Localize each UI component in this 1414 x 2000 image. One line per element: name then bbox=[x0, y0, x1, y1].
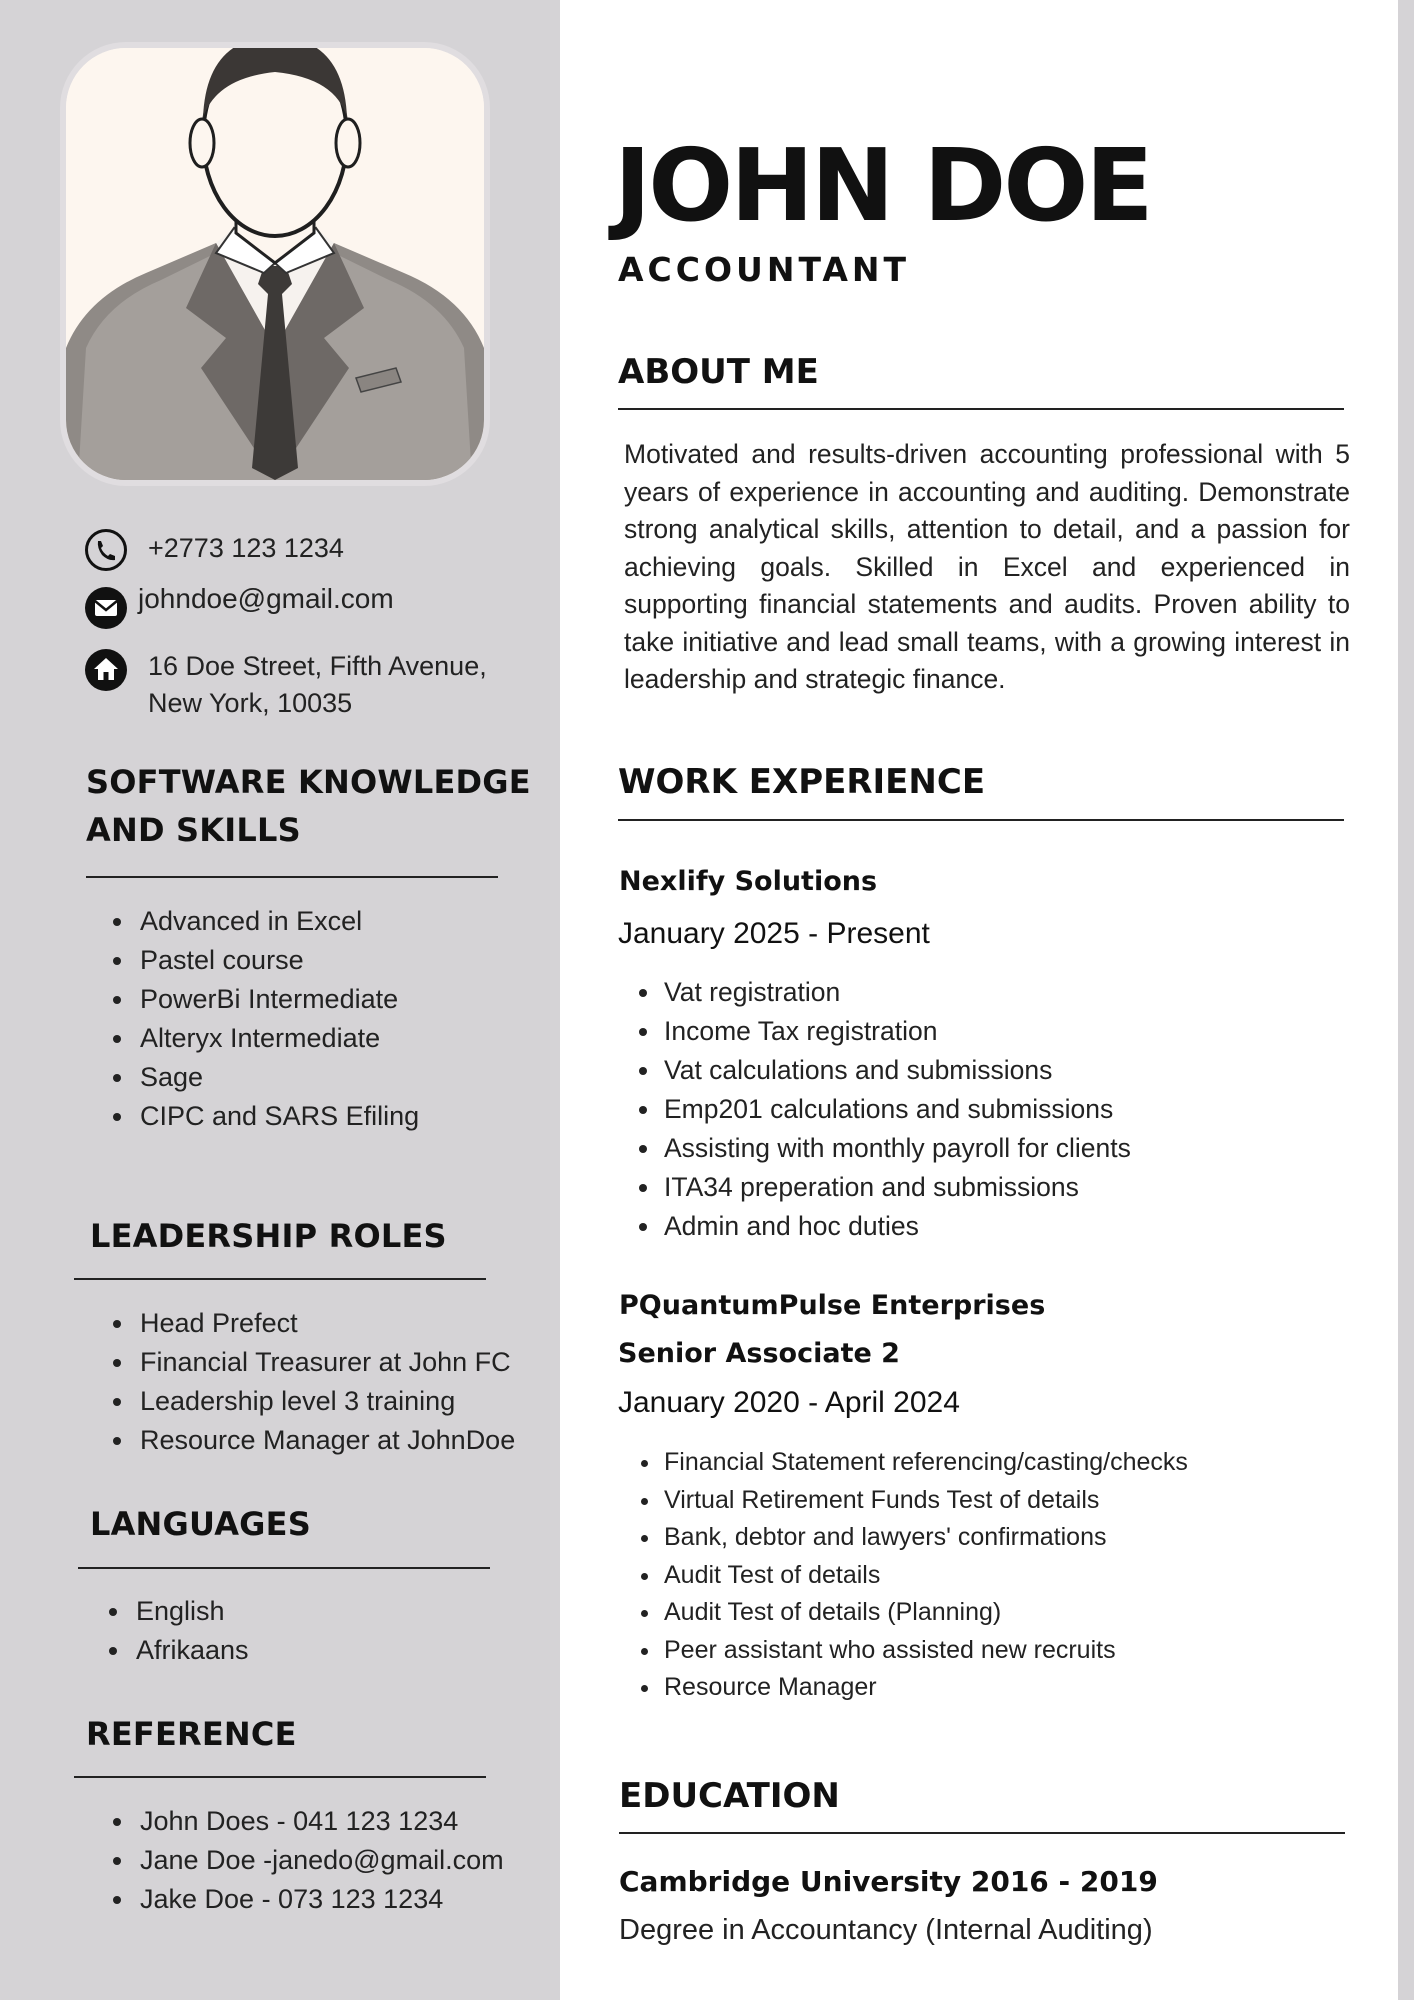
list-item: • Admin and hoc duties bbox=[662, 1207, 1131, 1246]
list-item: • Financial Statement referencing/casting/checks bbox=[662, 1444, 1188, 1482]
languages-list bbox=[98, 1592, 249, 1670]
job-2-period: January 2020 - April 2024 bbox=[618, 1386, 960, 1419]
reference-list bbox=[102, 1802, 504, 1919]
work-divider bbox=[618, 819, 1344, 821]
job-1-company: Nexlify Solutions bbox=[619, 866, 878, 897]
job-title: ACCOUNTANT bbox=[618, 250, 911, 289]
list-item: • Head Prefect bbox=[136, 1304, 515, 1343]
education-degree: Degree in Accountancy (Internal Auditing) bbox=[619, 1914, 1153, 1946]
list-item: • Vat registration bbox=[662, 973, 1131, 1012]
list-item: • Sage bbox=[136, 1058, 419, 1097]
list-item: • CIPC and SARS Efiling bbox=[136, 1097, 419, 1136]
skills-heading-line-1: SOFTWARE KNOWLEDGE bbox=[86, 763, 531, 801]
list-item: • Assisting with monthly payroll for clients bbox=[662, 1129, 1131, 1168]
list-item: • Jake Doe - 073 123 1234 bbox=[136, 1880, 504, 1919]
address-line-1: 16 Doe Street, Fifth Avenue, bbox=[148, 651, 487, 681]
list-item: • Income Tax registration bbox=[662, 1012, 1131, 1051]
job-2-company: PQuantumPulse Enterprises bbox=[619, 1290, 1046, 1321]
work-heading: WORK EXPERIENCE bbox=[618, 762, 986, 802]
list-item: • Financial Treasurer at John FC bbox=[136, 1343, 515, 1382]
contact-address bbox=[84, 648, 487, 722]
about-heading: ABOUT ME bbox=[618, 352, 819, 392]
list-item: • Leadership level 3 training bbox=[136, 1382, 515, 1421]
education-divider bbox=[619, 1832, 1345, 1834]
skills-heading bbox=[86, 758, 531, 854]
list-item: • John Does - 041 123 1234 bbox=[136, 1802, 504, 1841]
job-2-duties bbox=[628, 1444, 1188, 1707]
leadership-divider bbox=[74, 1278, 486, 1280]
job-1-period: January 2025 - Present bbox=[618, 917, 930, 950]
list-item[interactable]: • Jane Doe -janedo@gmail.com bbox=[136, 1841, 504, 1880]
job-2-position: Senior Associate 2 bbox=[618, 1338, 900, 1369]
list-item: • English bbox=[132, 1592, 249, 1631]
skills-list bbox=[102, 902, 419, 1136]
languages-divider bbox=[78, 1567, 490, 1569]
list-item: • Vat calculations and submissions bbox=[662, 1051, 1131, 1090]
list-item: • Advanced in Excel bbox=[136, 902, 419, 941]
job-1-duties bbox=[628, 973, 1131, 1246]
email-text[interactable]: johndoe@gmail.com bbox=[138, 583, 394, 614]
list-item: • Audit Test of details bbox=[662, 1557, 1188, 1595]
list-item: • Emp201 calculations and submissions bbox=[662, 1090, 1131, 1129]
list-item: • Afrikaans bbox=[132, 1631, 249, 1670]
phone-text[interactable]: +2773 123 1234 bbox=[148, 533, 344, 563]
contact-email[interactable] bbox=[84, 583, 394, 630]
languages-heading: LANGUAGES bbox=[90, 1505, 311, 1543]
reference-divider bbox=[74, 1776, 486, 1778]
list-item: • Alteryx Intermediate bbox=[136, 1019, 419, 1058]
list-item: • Resource Manager at JohnDoe bbox=[136, 1421, 515, 1460]
address-line-2: New York, 10035 bbox=[148, 688, 353, 718]
profile-photo bbox=[66, 48, 484, 480]
about-text: Motivated and results-driven accounting professional with 5 years of experience in accounting and auditing. Demonstrate strong analytical skills, attention to detail, and a passion for achieving goals. Skilled in Excel and experienced in supporting financial statements and audits. Proven ability to take initiative and lead small teams, with a growing interest in leadership and strategic finance. bbox=[624, 439, 1350, 694]
education-institution: Cambridge University 2016 - 2019 bbox=[619, 1865, 1158, 1898]
list-item: • Bank, debtor and lawyers' confirmations bbox=[662, 1519, 1188, 1557]
leadership-heading: LEADERSHIP ROLES bbox=[90, 1217, 447, 1255]
reference-heading: REFERENCE bbox=[86, 1715, 297, 1753]
email-icon bbox=[84, 586, 128, 630]
list-item: • Peer assistant who assisted new recruits bbox=[662, 1632, 1188, 1670]
list-item: • ITA34 preperation and submissions bbox=[662, 1168, 1131, 1207]
contact-phone[interactable] bbox=[84, 528, 344, 572]
address-text bbox=[148, 648, 487, 722]
about-divider bbox=[618, 408, 1344, 410]
list-item: • Virtual Retirement Funds Test of details bbox=[662, 1482, 1188, 1520]
list-item: • Audit Test of details (Planning) bbox=[662, 1594, 1188, 1632]
right-edge-strip bbox=[1398, 0, 1414, 2000]
list-item: • PowerBi Intermediate bbox=[136, 980, 419, 1019]
list-item: • Resource Manager bbox=[662, 1669, 1188, 1707]
list-item: • Pastel course bbox=[136, 941, 419, 980]
skills-heading-line-2: AND SKILLS bbox=[86, 811, 301, 849]
skills-divider bbox=[86, 876, 498, 878]
education-heading: EDUCATION bbox=[619, 1776, 840, 1816]
home-icon bbox=[84, 648, 128, 692]
leadership-list bbox=[102, 1304, 515, 1460]
portrait-illustration-icon bbox=[66, 48, 484, 480]
candidate-name: JOHN DOE bbox=[614, 127, 1151, 244]
phone-icon bbox=[84, 528, 128, 572]
